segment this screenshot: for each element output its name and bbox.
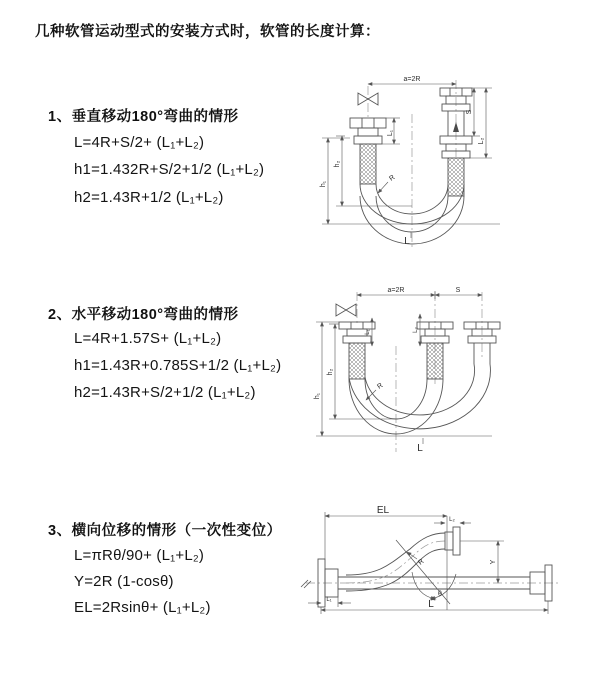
dim-label-l1: L₁ (326, 597, 332, 603)
left-hose-braid (360, 144, 376, 184)
length-label: L (417, 443, 423, 454)
motion-arrow-up (453, 122, 459, 132)
length-label: L (404, 236, 410, 247)
radius-label: R (417, 558, 426, 567)
radius-label: R (376, 382, 385, 391)
page-title: 几种软管运动型式的安装方式时，软管的长度计算： (35, 24, 380, 40)
section-1-heading: 1、垂直移动180°弯曲的情形 (48, 109, 239, 125)
dim-label-l1: L₁ (365, 329, 371, 335)
valve-icon (336, 304, 356, 316)
section-2-heading: 2、水平移动180°弯曲的情形 (48, 307, 239, 323)
dim-label-h1: h₁ (314, 392, 321, 400)
dimension-lines (322, 84, 500, 238)
formula-s2-L: L=4R+1.57S+ (L₁+L₂) (74, 330, 222, 347)
dim-label-l2: L₂ (478, 137, 485, 145)
centerline-mark (301, 580, 311, 588)
length-label: L (428, 599, 434, 610)
dim-label-h1: h₁ (320, 180, 327, 188)
left-hose-braid (349, 343, 365, 379)
centerlines (368, 80, 456, 250)
dim-label-a2r: a=2R (387, 287, 405, 294)
formula-s1-L: L=4R+S/2+ (L₁+L₂) (74, 134, 205, 151)
angle-label: θ (438, 591, 442, 598)
right-hose-braid (448, 158, 464, 196)
formula-s1-h2: h2=1.43R+1/2 (L₁+L₂) (74, 189, 224, 206)
diagram-lateral-displacement (298, 502, 583, 642)
formula-s3-EL: EL=2Rsinθ+ (L₁+L₂) (74, 599, 211, 616)
dim-label-y: Y (490, 559, 497, 565)
radius-label: R (388, 174, 397, 183)
formula-s2-h1: h1=1.43R+0.785S+1/2 (L₁+L₂) (74, 357, 282, 374)
dim-label-a2r: a=2R (403, 76, 421, 83)
diagram-vertical-180-bend (308, 66, 538, 256)
dim-label-s: S (455, 287, 461, 294)
dimension-lines (316, 291, 492, 444)
formula-s2-h2: h2=1.43R+S/2+1/2 (L₁+L₂) (74, 384, 256, 401)
dim-label-l2: L₂ (449, 517, 455, 523)
dim-label-h2: h₂ (327, 368, 334, 376)
section-3-heading: 3、横向位移的情形（一次性变位） (48, 523, 282, 539)
dim-label-l1: L₁ (387, 129, 394, 137)
middle-hose-braid (427, 343, 443, 379)
dim-label-l2: L₂ (413, 327, 419, 333)
centerlines (357, 292, 482, 452)
formula-s3-Y: Y=2R (1-cosθ) (74, 573, 174, 590)
diagram-horizontal-180-bend (302, 284, 547, 459)
hose-bend-arcs (349, 364, 490, 434)
formula-s3-L: L=πRθ/90+ (L₁+L₂) (74, 547, 205, 564)
dim-label-el: EL (376, 505, 390, 516)
left-fitting (350, 118, 386, 144)
displaced-hose (346, 527, 460, 591)
formula-s1-h1: h1=1.432R+S/2+1/2 (L₁+L₂) (74, 161, 265, 178)
dim-label-s: S (466, 109, 473, 115)
dim-label-h2: h₂ (334, 160, 341, 168)
